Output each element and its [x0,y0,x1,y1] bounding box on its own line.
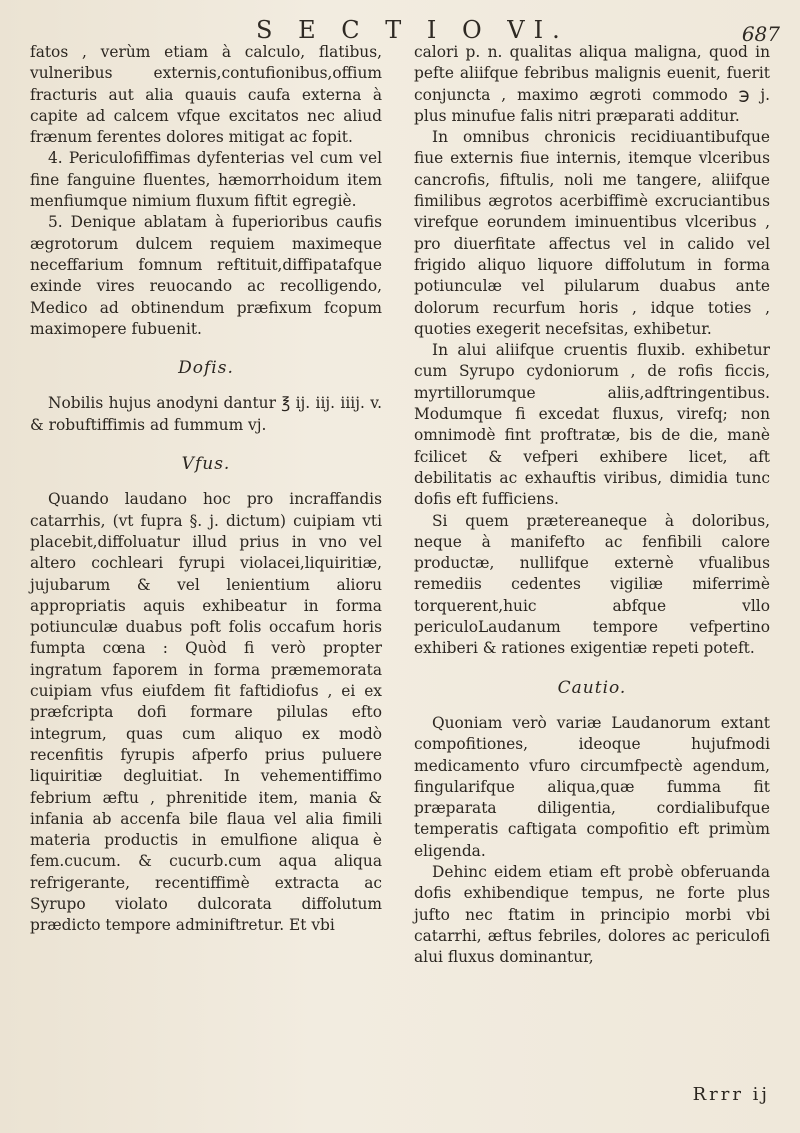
paragraph: Si quem prætereaneque à doloribus, neque à manifefto ac fenfibili calore productæ, nullifque externè vfualibus remediis cedentes vigiliæ miferrimè torquerent,huic abfque vllo periculoLaudanum tempore vefpertino exhiberi & rationes exigentiæ repeti poteft. [414,511,770,658]
paragraph: In alui aliifque cruentis fluxib. exhibetur cum Syrupo cydoniorum , de rofis ficcis, myrtillorumque aliis,adftringentibus. Modumque fi excedat fluxus, virefq; non omnimodè fint proftratæ, bis de die, manè fcilicet & vefperi exhibere licet, aft debilitatis ac exhauftis viribus, dimidia tunc dofis eft fufficiens. [414,341,770,509]
paragraph: fatos , verùm etiam à calculo, flatibus, vulneribus externis,contufionibus,offium fracturis aut alia quauis caufa externa à capite ad calcem vfque excitatos nec aliud frænum ferentes dolores mitigat ac fopit. [30,43,382,147]
running-head: S E C T I O VI. [256,16,569,44]
paragraph: In omnibus chronicis recidiuantibufque fiue externis fiue internis, itemque vlceribus cancrofis, fiftulis, noli me tangere, aliifque fimilibus ægrotos acerbiffimè excruciantibus virefque eorundem iminuentibus vlceribus , pro diuerfitate affectus vel in calido vel frigido aliquo liquore diffolutum in forma potiunculæ vel pilularum duabus ante dolorum recurfum horis , idque toties , quoties exegerit necefsitas, exhibetur. [414,128,770,338]
paragraph: 4. Periculofiffimas dyfenterias vel cum vel fine fanguine fluentes, hæmorrhoidum item menfiumque nimium fluxum fiftit egregiè. [30,149,382,211]
paragraph: Quoniam verò variæ Laudanorum extant compofitiones, ideoque hujufmodi medicamento vfuro circumfpectè agendum, fingularifque aliqua,quæ fumma fit præparata diligentia, cordialibufque temperatis caftigata compofitio eft primùm eligenda. [414,713,770,860]
section-heading-dosis: Dofis. [178,358,234,379]
paragraph: Nobilis hujus anodyni dantur ℥ ij. iij. iiij. v. & robuftiffimis ad fummum vj. [30,394,382,434]
paragraph: Quando laudano hoc pro incraffandis catarrhis, (vt fupra §. j. dictum) cuipiam vti placebit,diffoluatur illud prius in vno vel altero cochleari fyrupi violacei,liquiritiæ, jujubarum & vel lenientium alioru appropriatis aquis exhibeatur in forma potiunculæ duabus poft folis occafum horis fumpta cœna : Quòd fi verò propter ingratum faporem in forma præmemorata cuipiam vfus eiufdem fit faftidiofus , ei ex præfcripta dofi formare pilulas efto integrum, quas cum aliquo ex modò recenfitis fyrupis afperfo prius puluere liquiritiæ degluitiat. In vehementiffimo febrium æftu , phrenitide item, mania & infania ab accenfa bile flaua vel alia fimili materia productis in emulfione aliqua è fem.cucum. & cucurb.cum aqua aliqua refrigerante, recentiffimè extracta ac Syrupo violato dulcorata diffolutum prædicto tempore adminiftretur. Et vbi [30,490,382,935]
section-heading-cautio: Cautio. [557,677,627,698]
paragraph: calori p. n. qualitas aliqua maligna, quod in pefte aliifque febribus malignis euenit, fuerit conjuncta , maximo ægroti commodo ℈ j. plus minufue falis nitri præparati additur. [414,43,770,125]
section-heading-vsus: Vfus. [181,454,231,475]
page-number: 687 [741,22,780,46]
left-column [30,42,382,937]
catchword: Rrrr ij [692,1084,770,1105]
right-column [414,42,770,968]
paragraph: Dehinc eidem etiam eft probè obferuanda dofis exhibendique tempus, ne forte plus jufto nec ftatim in principio morbi vbi catarrhi, æftus febriles, dolores ac periculofi alui fluxus dominantur, [414,862,770,967]
paragraph: 5. Denique ablatam à fuperioribus caufis ægrotorum dulcem requiem maximeque neceffarium fomnum reftituit,diffipatafque exinde vires reuocando ac recolligendo, Medico ad obtinendum præfixum fcopum maximopere fubuenit. [30,213,382,338]
